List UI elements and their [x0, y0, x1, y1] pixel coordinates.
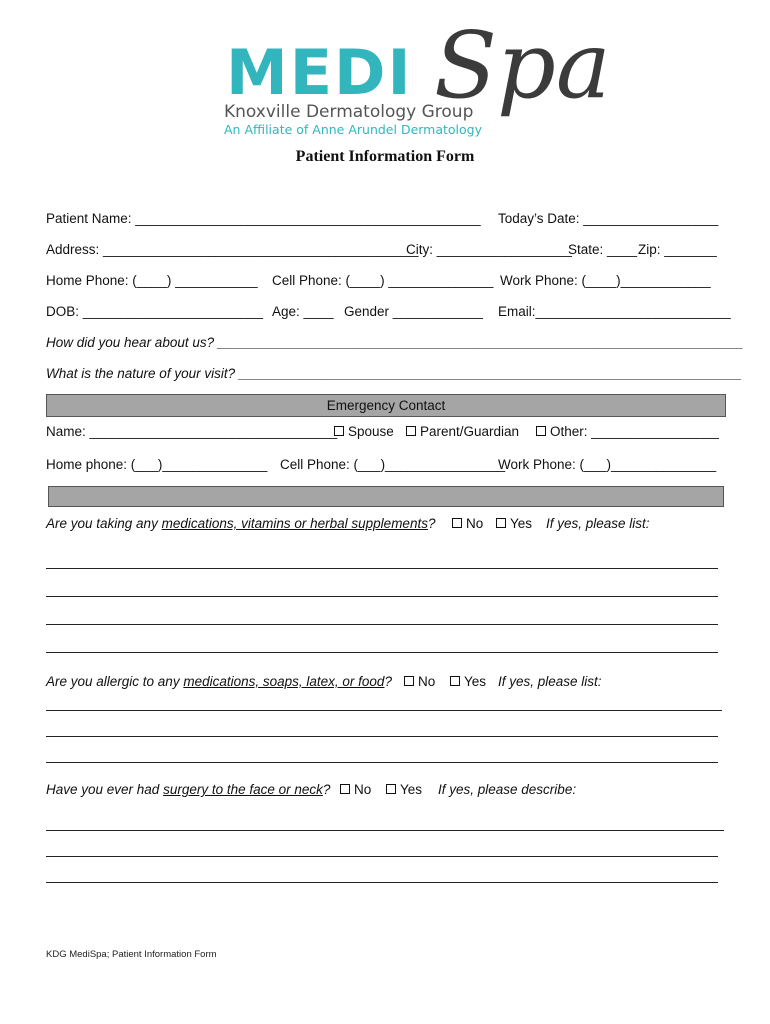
medications-no-label: No — [466, 516, 484, 531]
allergy-yes-option[interactable] — [450, 675, 486, 689]
work-phone-field[interactable]: Work Phone: (____)____________ — [500, 273, 711, 288]
allergy-question-emphasis: medications, soaps, latex, or food — [183, 674, 385, 689]
allergy-question-text: Are you allergic to any — [46, 674, 184, 689]
medications-line-2[interactable] — [46, 596, 718, 597]
spouse-checkbox[interactable] — [334, 426, 344, 436]
emergency-cell-phone-field[interactable]: Cell Phone: (___)________________ — [280, 457, 506, 472]
medications-no-option[interactable] — [452, 517, 483, 531]
emergency-work-phone-field[interactable]: Work Phone: (___)______________ — [498, 457, 717, 472]
logo-spa-text: Spa — [434, 12, 611, 119]
surgery-line-3[interactable] — [46, 882, 718, 883]
spouse-option[interactable] — [334, 425, 394, 439]
medications-yes-label: Yes — [510, 516, 533, 531]
surgery-question-emphasis: surgery to the face or neck — [163, 782, 323, 797]
allergy-question — [46, 675, 392, 689]
medications-if-yes: If yes, please list: — [546, 516, 650, 531]
surgery-yes-option[interactable] — [386, 783, 422, 797]
medications-line-3[interactable] — [46, 624, 718, 625]
surgery-yes-checkbox[interactable] — [386, 784, 396, 794]
surgery-no-checkbox[interactable] — [340, 784, 350, 794]
logo — [222, 12, 622, 140]
logo-subtitle: Knoxville Dermatology Group — [224, 102, 474, 122]
cell-phone-field[interactable]: Cell Phone: (____) ______________ — [272, 273, 494, 288]
email-field[interactable]: Email:__________________________ — [498, 304, 731, 319]
allergy-no-option[interactable] — [404, 675, 435, 689]
medications-line-4[interactable] — [46, 652, 718, 653]
surgery-line-1[interactable] — [46, 830, 724, 831]
emergency-home-phone-field[interactable]: Home phone: (___)______________ — [46, 457, 268, 472]
state-field[interactable]: State: ____ — [568, 242, 638, 257]
allergy-no-checkbox[interactable] — [404, 676, 414, 686]
surgery-no-option[interactable] — [340, 783, 371, 797]
medications-question-emphasis: medications, vitamins or herbal supplements — [161, 516, 428, 531]
section-divider-bar — [48, 486, 724, 507]
gender-field[interactable]: Gender ____________ — [344, 304, 483, 319]
surgery-yes-label: Yes — [400, 782, 423, 797]
surgery-question-text: Have you ever had — [46, 782, 164, 797]
medications-line-1[interactable] — [46, 568, 718, 569]
allergy-line-3[interactable] — [46, 762, 718, 763]
city-field[interactable]: City: __________________ — [406, 242, 572, 257]
medications-no-checkbox[interactable] — [452, 518, 462, 528]
allergy-yes-checkbox[interactable] — [450, 676, 460, 686]
surgery-line-2[interactable] — [46, 856, 718, 857]
allergy-question-end: ? — [384, 674, 392, 689]
parent-guardian-label: Parent/Guardian — [420, 424, 520, 439]
other-checkbox[interactable] — [536, 426, 546, 436]
allergy-if-yes: If yes, please list: — [498, 674, 602, 689]
emergency-contact-heading: Emergency Contact — [326, 398, 446, 413]
nature-visit-field[interactable]: What is the nature of your visit? ___________________________________________________________________ — [46, 366, 742, 381]
other-label: Other: _________________ — [550, 424, 719, 439]
dob-field[interactable]: DOB: ________________________ — [46, 304, 263, 319]
medications-question-end: ? — [427, 516, 436, 531]
medications-question-text: Are you taking any — [46, 516, 162, 531]
medications-yes-checkbox[interactable] — [496, 518, 506, 528]
how-hear-field[interactable]: How did you hear about us? ______________________________________________________________________ — [46, 335, 744, 350]
other-option[interactable] — [536, 425, 719, 439]
age-field[interactable]: Age: ____ — [272, 304, 334, 319]
surgery-no-label: No — [354, 782, 372, 797]
surgery-question — [46, 783, 330, 797]
surgery-if-yes: If yes, please describe: — [438, 782, 577, 797]
page-footer: KDG MediSpa; Patient Information Form — [46, 949, 217, 960]
todays-date-field[interactable]: Today’s Date: __________________ — [498, 211, 719, 226]
medications-yes-option[interactable] — [496, 517, 532, 531]
patient-name-field[interactable]: Patient Name: ______________________________________________ — [46, 211, 481, 226]
surgery-question-end: ? — [322, 782, 331, 797]
emergency-name-field[interactable]: Name: _________________________________ — [46, 424, 338, 439]
address-field[interactable]: Address: __________________________________________ — [46, 242, 419, 257]
allergy-line-2[interactable] — [46, 736, 718, 737]
zip-field[interactable]: Zip: _______ — [638, 242, 717, 257]
allergy-yes-label: Yes — [464, 674, 487, 689]
allergy-no-label: No — [418, 674, 436, 689]
parent-guardian-option[interactable] — [406, 425, 519, 439]
medications-question — [46, 517, 435, 531]
page-title: Patient Information Form — [295, 148, 475, 165]
allergy-line-1[interactable] — [46, 710, 722, 711]
logo-affiliate: An Affiliate of Anne Arundel Dermatology — [224, 122, 483, 137]
parent-guardian-checkbox[interactable] — [406, 426, 416, 436]
emergency-contact-bar — [46, 394, 726, 417]
spouse-label: Spouse — [348, 424, 394, 439]
home-phone-field[interactable]: Home Phone: (____) ___________ — [46, 273, 258, 288]
logo-medi-text: MEDI — [226, 36, 413, 109]
